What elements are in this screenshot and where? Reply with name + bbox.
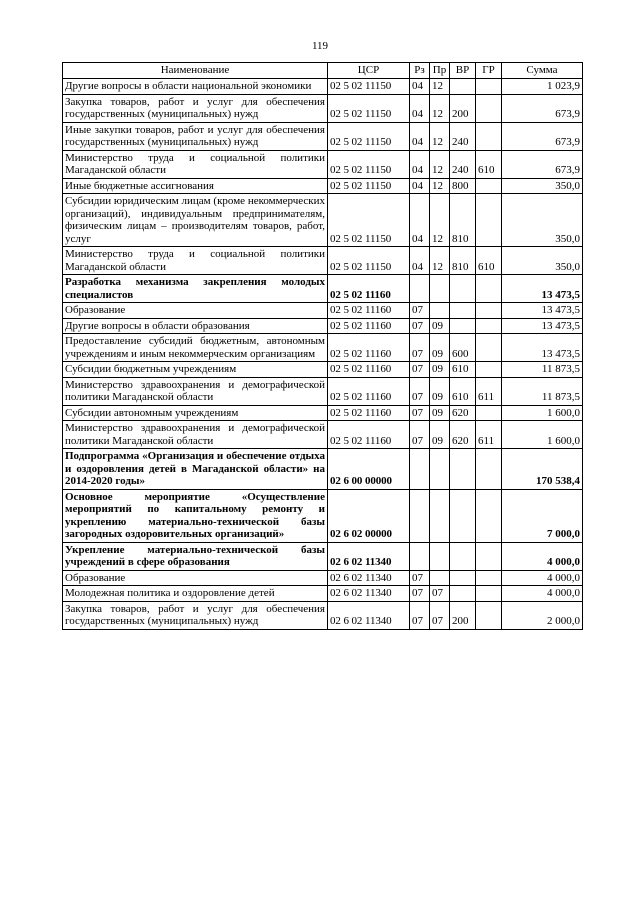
cell-name: Иные бюджетные ассигнования bbox=[63, 178, 328, 194]
cell-name: Министерство труда и социальной политики Магаданской области bbox=[63, 150, 328, 178]
cell-pr: 07 bbox=[430, 586, 450, 602]
table-row bbox=[63, 178, 583, 194]
cell-name: Укрепление материально-технической базы учреждений в сфере образования bbox=[63, 542, 328, 570]
cell-gr: 610 bbox=[476, 247, 502, 275]
cell-gr: 611 bbox=[476, 421, 502, 449]
cell-gr bbox=[476, 449, 502, 490]
cell-vr bbox=[450, 275, 476, 303]
cell-gr bbox=[476, 405, 502, 421]
cell-rz: 07 bbox=[410, 601, 430, 629]
cell-csr: 02 5 02 11150 bbox=[328, 79, 410, 95]
cell-gr bbox=[476, 318, 502, 334]
header-sum: Сумма bbox=[502, 63, 583, 79]
cell-vr bbox=[450, 489, 476, 542]
cell-rz bbox=[410, 275, 430, 303]
budget-table bbox=[62, 62, 583, 630]
cell-name: Министерство здравоохранения и демографической политики Магаданской области bbox=[63, 377, 328, 405]
cell-sum: 1 600,0 bbox=[502, 421, 583, 449]
table-row bbox=[63, 542, 583, 570]
cell-csr: 02 5 02 11160 bbox=[328, 318, 410, 334]
cell-pr: 09 bbox=[430, 377, 450, 405]
cell-pr: 12 bbox=[430, 150, 450, 178]
cell-pr: 12 bbox=[430, 122, 450, 150]
table-header-row bbox=[63, 63, 583, 79]
cell-pr bbox=[430, 542, 450, 570]
cell-sum: 7 000,0 bbox=[502, 489, 583, 542]
table-row bbox=[63, 377, 583, 405]
cell-rz: 07 bbox=[410, 405, 430, 421]
table-row bbox=[63, 489, 583, 542]
cell-sum: 350,0 bbox=[502, 247, 583, 275]
cell-csr: 02 6 02 11340 bbox=[328, 601, 410, 629]
cell-rz: 04 bbox=[410, 79, 430, 95]
cell-sum: 350,0 bbox=[502, 178, 583, 194]
header-vr: ВР bbox=[450, 63, 476, 79]
cell-vr: 810 bbox=[450, 194, 476, 247]
table-row bbox=[63, 122, 583, 150]
cell-gr bbox=[476, 334, 502, 362]
header-gr: ГР bbox=[476, 63, 502, 79]
cell-sum: 11 873,5 bbox=[502, 362, 583, 378]
cell-csr: 02 5 02 11150 bbox=[328, 247, 410, 275]
cell-gr bbox=[476, 194, 502, 247]
cell-gr bbox=[476, 275, 502, 303]
cell-rz: 07 bbox=[410, 421, 430, 449]
cell-gr bbox=[476, 570, 502, 586]
cell-pr: 12 bbox=[430, 94, 450, 122]
cell-vr bbox=[450, 586, 476, 602]
cell-rz: 07 bbox=[410, 334, 430, 362]
cell-pr bbox=[430, 275, 450, 303]
cell-csr: 02 5 02 11160 bbox=[328, 405, 410, 421]
cell-vr bbox=[450, 79, 476, 95]
cell-rz: 04 bbox=[410, 247, 430, 275]
cell-pr: 09 bbox=[430, 405, 450, 421]
cell-sum: 13 473,5 bbox=[502, 303, 583, 319]
cell-name: Образование bbox=[63, 303, 328, 319]
cell-gr bbox=[476, 94, 502, 122]
cell-rz: 07 bbox=[410, 377, 430, 405]
cell-name: Другие вопросы в области образования bbox=[63, 318, 328, 334]
table-row bbox=[63, 150, 583, 178]
cell-sum: 13 473,5 bbox=[502, 275, 583, 303]
cell-vr: 800 bbox=[450, 178, 476, 194]
table-row bbox=[63, 247, 583, 275]
cell-rz bbox=[410, 489, 430, 542]
cell-pr: 09 bbox=[430, 421, 450, 449]
cell-csr: 02 5 02 11160 bbox=[328, 303, 410, 319]
cell-vr: 200 bbox=[450, 601, 476, 629]
cell-pr: 09 bbox=[430, 334, 450, 362]
table-row bbox=[63, 94, 583, 122]
cell-rz: 04 bbox=[410, 178, 430, 194]
header-rz: Рз bbox=[410, 63, 430, 79]
table-row bbox=[63, 449, 583, 490]
cell-pr: 07 bbox=[430, 601, 450, 629]
cell-name: Другие вопросы в области национальной экономики bbox=[63, 79, 328, 95]
table-row bbox=[63, 570, 583, 586]
cell-name: Министерство здравоохранения и демографической политики Магаданской области bbox=[63, 421, 328, 449]
cell-vr: 620 bbox=[450, 421, 476, 449]
cell-csr: 02 5 02 11150 bbox=[328, 122, 410, 150]
cell-pr bbox=[430, 303, 450, 319]
cell-csr: 02 5 02 11160 bbox=[328, 377, 410, 405]
cell-name: Субсидии юридическим лицам (кроме некоммерческих организаций), индивидуальным предпринимателям, физическим лицам – производителям товаров, работ, услуг bbox=[63, 194, 328, 247]
table-body bbox=[63, 79, 583, 630]
cell-csr: 02 5 02 11160 bbox=[328, 362, 410, 378]
cell-pr: 09 bbox=[430, 318, 450, 334]
cell-rz: 04 bbox=[410, 122, 430, 150]
cell-sum: 13 473,5 bbox=[502, 334, 583, 362]
cell-vr: 610 bbox=[450, 377, 476, 405]
cell-vr: 620 bbox=[450, 405, 476, 421]
cell-rz: 07 bbox=[410, 586, 430, 602]
header-csr: ЦСР bbox=[328, 63, 410, 79]
cell-name: Иные закупки товаров, работ и услуг для обеспечения государственных (муниципальных) нужд bbox=[63, 122, 328, 150]
cell-gr bbox=[476, 79, 502, 95]
cell-pr bbox=[430, 449, 450, 490]
cell-pr: 12 bbox=[430, 178, 450, 194]
cell-gr bbox=[476, 122, 502, 150]
cell-gr: 610 bbox=[476, 150, 502, 178]
cell-gr bbox=[476, 362, 502, 378]
cell-csr: 02 5 02 11150 bbox=[328, 94, 410, 122]
cell-csr: 02 5 02 11150 bbox=[328, 150, 410, 178]
cell-csr: 02 6 02 11340 bbox=[328, 570, 410, 586]
cell-name: Образование bbox=[63, 570, 328, 586]
cell-name: Субсидии автономным учреждениям bbox=[63, 405, 328, 421]
cell-csr: 02 5 02 11160 bbox=[328, 421, 410, 449]
cell-pr bbox=[430, 570, 450, 586]
cell-gr bbox=[476, 586, 502, 602]
cell-gr: 611 bbox=[476, 377, 502, 405]
cell-name: Основное мероприятие «Осуществление мероприятий по капитальному ремонту и укреплению материально-технической базы загородных оздоровительных организаций» bbox=[63, 489, 328, 542]
cell-name: Молодежная политика и оздоровление детей bbox=[63, 586, 328, 602]
cell-sum: 1 600,0 bbox=[502, 405, 583, 421]
cell-rz: 07 bbox=[410, 362, 430, 378]
cell-gr bbox=[476, 489, 502, 542]
cell-name: Субсидии бюджетным учреждениям bbox=[63, 362, 328, 378]
cell-csr: 02 5 02 11160 bbox=[328, 334, 410, 362]
cell-vr bbox=[450, 303, 476, 319]
cell-vr: 240 bbox=[450, 150, 476, 178]
cell-rz: 07 bbox=[410, 303, 430, 319]
cell-sum: 2 000,0 bbox=[502, 601, 583, 629]
table-row bbox=[63, 586, 583, 602]
cell-sum: 4 000,0 bbox=[502, 586, 583, 602]
cell-rz: 07 bbox=[410, 570, 430, 586]
cell-vr bbox=[450, 318, 476, 334]
page-number: 119 bbox=[311, 40, 329, 52]
cell-vr: 610 bbox=[450, 362, 476, 378]
cell-rz bbox=[410, 542, 430, 570]
cell-sum: 13 473,5 bbox=[502, 318, 583, 334]
cell-rz: 04 bbox=[410, 94, 430, 122]
cell-name: Подпрограмма «Организация и обеспечение отдыха и оздоровления детей в Магаданской области» на 2014-2020 годы» bbox=[63, 449, 328, 490]
cell-pr: 09 bbox=[430, 362, 450, 378]
cell-gr bbox=[476, 178, 502, 194]
cell-sum: 673,9 bbox=[502, 150, 583, 178]
cell-vr: 600 bbox=[450, 334, 476, 362]
cell-rz: 07 bbox=[410, 318, 430, 334]
cell-csr: 02 5 02 11150 bbox=[328, 178, 410, 194]
cell-gr bbox=[476, 601, 502, 629]
cell-sum: 170 538,4 bbox=[502, 449, 583, 490]
cell-csr: 02 6 00 00000 bbox=[328, 449, 410, 490]
cell-name: Предоставление субсидий бюджетным, автономным учреждениям и иным некоммерческим организациям bbox=[63, 334, 328, 362]
cell-name: Закупка товаров, работ и услуг для обеспечения государственных (муниципальных) нужд bbox=[63, 601, 328, 629]
cell-sum: 4 000,0 bbox=[502, 542, 583, 570]
cell-name: Разработка механизма закрепления молодых специалистов bbox=[63, 275, 328, 303]
cell-name: Закупка товаров, работ и услуг для обеспечения государственных (муниципальных) нужд bbox=[63, 94, 328, 122]
cell-vr bbox=[450, 542, 476, 570]
cell-pr: 12 bbox=[430, 247, 450, 275]
cell-pr bbox=[430, 489, 450, 542]
cell-vr: 810 bbox=[450, 247, 476, 275]
cell-pr: 12 bbox=[430, 194, 450, 247]
cell-sum: 4 000,0 bbox=[502, 570, 583, 586]
cell-sum: 11 873,5 bbox=[502, 377, 583, 405]
header-pr: Пр bbox=[430, 63, 450, 79]
cell-sum: 350,0 bbox=[502, 194, 583, 247]
table-row bbox=[63, 318, 583, 334]
table-row bbox=[63, 601, 583, 629]
table-row bbox=[63, 334, 583, 362]
cell-csr: 02 6 02 11340 bbox=[328, 586, 410, 602]
cell-sum: 1 023,9 bbox=[502, 79, 583, 95]
cell-csr: 02 5 02 11150 bbox=[328, 194, 410, 247]
table-row bbox=[63, 362, 583, 378]
cell-rz: 04 bbox=[410, 150, 430, 178]
cell-csr: 02 6 02 00000 bbox=[328, 489, 410, 542]
table-row bbox=[63, 79, 583, 95]
table-row bbox=[63, 303, 583, 319]
cell-vr: 240 bbox=[450, 122, 476, 150]
cell-csr: 02 6 02 11340 bbox=[328, 542, 410, 570]
cell-sum: 673,9 bbox=[502, 122, 583, 150]
cell-csr: 02 5 02 11160 bbox=[328, 275, 410, 303]
cell-gr bbox=[476, 542, 502, 570]
table-row bbox=[63, 194, 583, 247]
table-row bbox=[63, 275, 583, 303]
table-row bbox=[63, 405, 583, 421]
cell-rz bbox=[410, 449, 430, 490]
cell-rz: 04 bbox=[410, 194, 430, 247]
cell-vr bbox=[450, 449, 476, 490]
cell-name: Министерство труда и социальной политики Магаданской области bbox=[63, 247, 328, 275]
cell-vr: 200 bbox=[450, 94, 476, 122]
cell-pr: 12 bbox=[430, 79, 450, 95]
cell-gr bbox=[476, 303, 502, 319]
table-row bbox=[63, 421, 583, 449]
cell-vr bbox=[450, 570, 476, 586]
header-name: Наименование bbox=[63, 63, 328, 79]
cell-sum: 673,9 bbox=[502, 94, 583, 122]
